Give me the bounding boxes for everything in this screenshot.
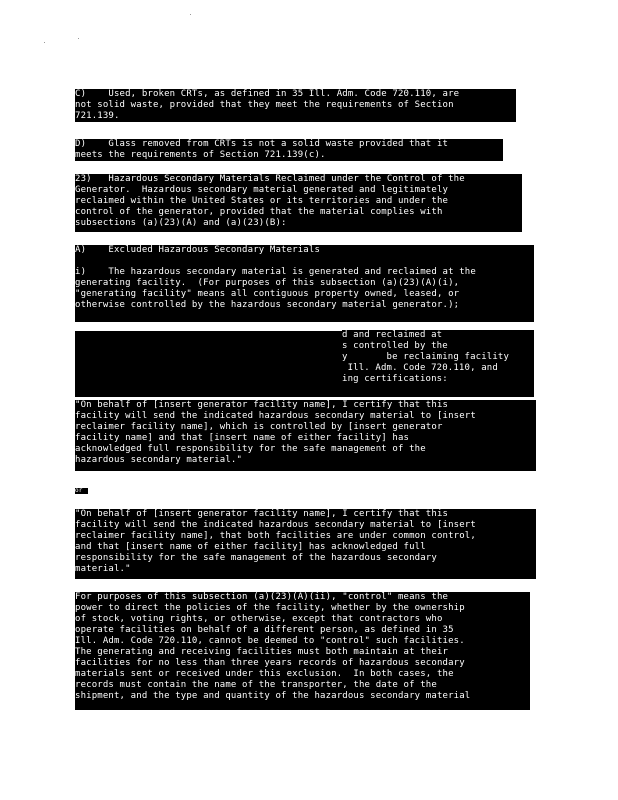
paragraph-23 <box>75 174 522 232</box>
control-definition <box>75 592 530 710</box>
text-line: 23) Hazardous Secondary Materials Reclaimed under the Control of the <box>75 174 465 184</box>
text-line: i) The hazardous secondary material is generated and reclaimed at the <box>75 267 476 277</box>
text-line: facility will send the indicated hazardous secondary material to [insert <box>75 520 476 530</box>
scan-speck <box>78 38 79 39</box>
text-line: facility name] and that [insert name of either facility] has <box>75 433 410 443</box>
text-line: operate facilities on behalf of a different person, as defined in 35 <box>75 625 454 635</box>
text-line: "On behalf of [insert generator facility name], I certify that this <box>75 509 449 519</box>
paragraph-ii-right <box>342 330 534 387</box>
text-line: D) Glass removed from CRTs is not a solid waste provided that it <box>75 139 449 149</box>
paragraph-d <box>75 139 503 161</box>
paragraph-c <box>75 89 516 122</box>
text-line: C) Used, broken CRTs, as defined in 35 Ill. Adm. Code 720.110, are <box>75 89 460 99</box>
text-line: Ill. Adm. Code 720.110, and <box>342 363 498 373</box>
text-line: "generating facility" means all contiguous property owned, leased, or <box>75 289 460 299</box>
text-line: reclaimer facility name], that both facilities are under common control, <box>75 531 476 541</box>
text-line: power to direct the policies of the facility, whether by the ownership <box>75 603 465 613</box>
scan-speck <box>190 14 191 15</box>
text-line: A) Excluded Hazardous Secondary Materials <box>75 245 321 255</box>
text-line: Ill. Adm. Code 720.110, cannot be deemed to "control" such facilities. <box>75 636 465 646</box>
text-line: 721.139. <box>75 111 120 121</box>
text-line: otherwise controlled by the hazardous secondary material generator.); <box>75 300 460 310</box>
text-line <box>75 256 534 267</box>
text-line: For purposes of this subsection (a)(23)(A)(ii), "control" means the <box>75 592 449 602</box>
text-line: s controlled by the <box>342 341 448 351</box>
text-line: or <box>75 488 83 494</box>
text-line: facilities for no less than three years records of hazardous secondary <box>75 658 465 668</box>
text-line: material." <box>75 564 131 574</box>
text-line: Generator. Hazardous secondary material generated and legitimately <box>75 185 449 195</box>
scan-speck <box>44 42 45 43</box>
text-line: shipment, and the type and quantity of the hazardous secondary material <box>75 691 471 701</box>
certification-1 <box>75 400 536 471</box>
text-line: control of the generator, provided that the material complies with <box>75 207 443 217</box>
text-line: facility will send the indicated hazardous secondary material to [insert <box>75 411 476 421</box>
text-line: meets the requirements of Section 721.139(c). <box>75 150 326 160</box>
text-line: records must contain the name of the transporter, the date of the <box>75 680 437 690</box>
text-line: acknowledged full responsibility for the safe management of the <box>75 444 426 454</box>
text-line: materials sent or received under this exclusion. In both cases, the <box>75 669 454 679</box>
text-line: The generating and receiving facilities must both maintain at their <box>75 647 449 657</box>
text-line: reclaimed within the United States or its territories and under the <box>75 196 449 206</box>
text-line: reclaimer facility name], which is controlled by [insert generator <box>75 422 443 432</box>
text-line: and that [insert name of either facility] has acknowledged full <box>75 542 426 552</box>
or-label <box>75 488 88 494</box>
text-line: ing certifications: <box>342 374 448 384</box>
text-line: generating facility. (For purposes of this subsection (a)(23)(A)(i), <box>75 278 460 288</box>
text-line: hazardous secondary material." <box>75 455 243 465</box>
certification-2 <box>75 509 536 579</box>
paragraph-a-i <box>75 245 534 321</box>
text-line: d and reclaimed at <box>342 330 443 340</box>
text-line: y be reclaiming facility <box>342 352 510 362</box>
text-line: subsections (a)(23)(A) and (a)(23)(B): <box>75 218 287 228</box>
text-line: "On behalf of [insert generator facility name], I certify that this <box>75 400 449 410</box>
text-line: not solid waste, provided that they meet the requirements of Section <box>75 100 454 110</box>
text-line: of stock, voting rights, or otherwise, except that contractors who <box>75 614 443 624</box>
text-line: responsibility for the safe management of the hazardous secondary <box>75 553 437 563</box>
